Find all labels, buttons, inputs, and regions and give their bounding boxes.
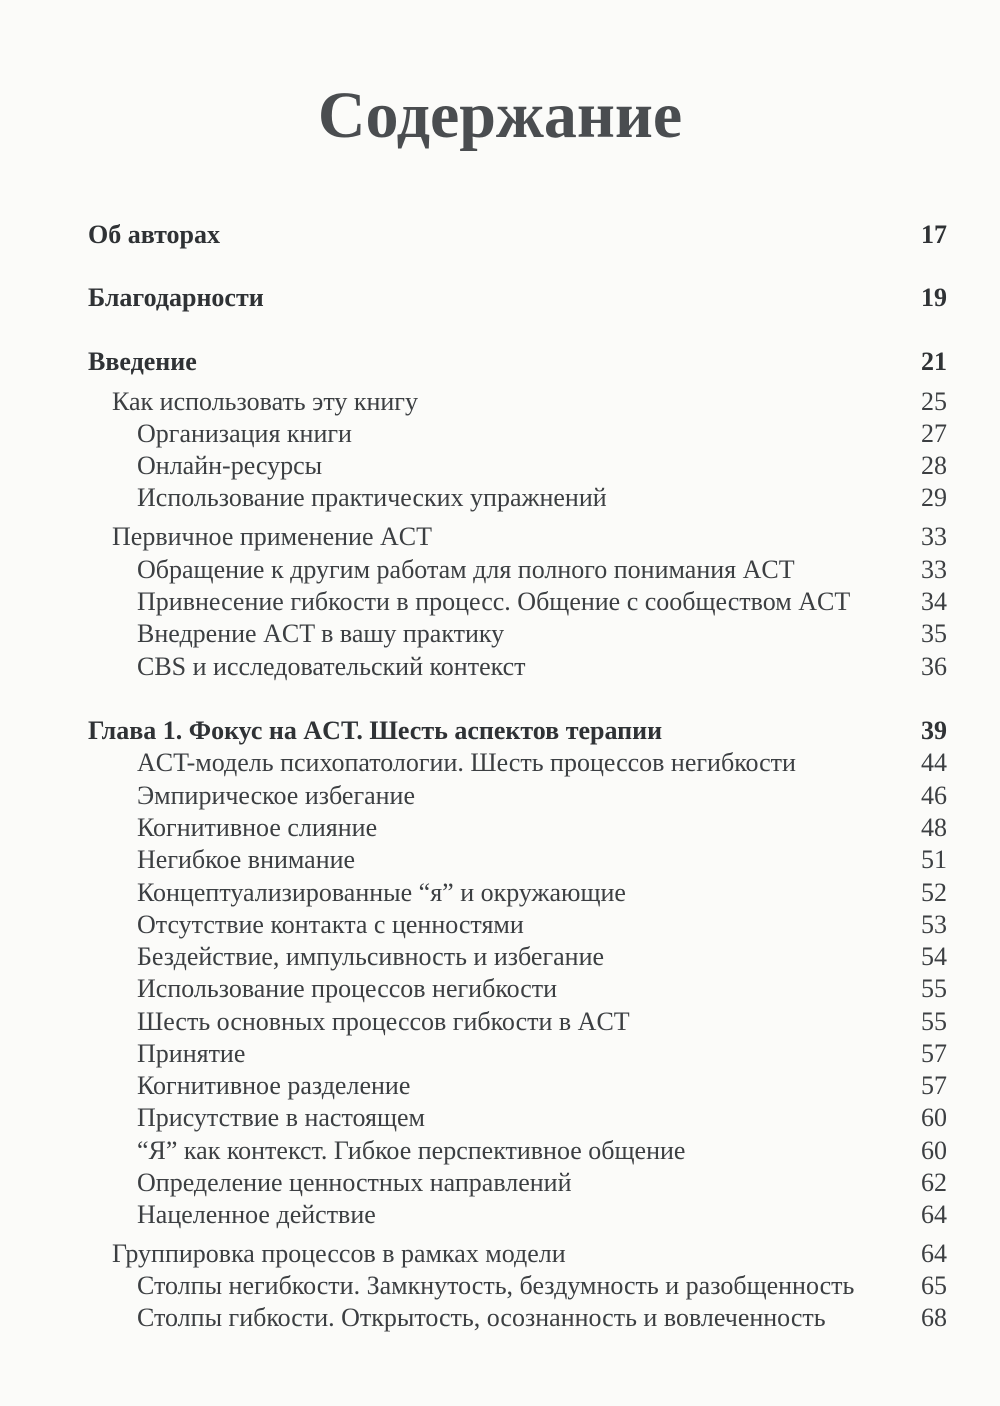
toc-entry-label: Введение	[88, 347, 197, 376]
toc-entry-label: Присутствие в настоящем	[137, 1103, 425, 1132]
toc-entry-page: 48	[921, 813, 947, 842]
toc-entry-label: Благодарности	[88, 283, 264, 312]
toc-entry-page: 55	[921, 1007, 947, 1036]
toc-entry	[0, 418, 1000, 450]
toc-entry-page: 62	[921, 1168, 947, 1197]
toc-entry-page: 65	[921, 1271, 947, 1300]
toc-entry-label: Эмпирическое избегание	[137, 781, 416, 810]
toc-entry-page: 52	[921, 878, 947, 907]
toc-entry	[0, 1238, 1000, 1270]
toc-entry-page: 21	[921, 347, 947, 376]
toc-entry	[0, 973, 1000, 1005]
toc-entry-label: Об авторах	[88, 220, 221, 249]
toc-entry	[0, 1199, 1000, 1231]
toc-entry-label: Негибкое внимание	[137, 845, 356, 874]
toc-entry-label: Организация книги	[137, 419, 352, 448]
toc-entry-label: Концептуализированные “я” и окружающие	[137, 878, 626, 907]
toc-entry-label: Когнитивное слияние	[137, 813, 378, 842]
toc-entry-page: 33	[921, 555, 947, 584]
toc-entry	[0, 747, 1000, 779]
toc-entry-label: Столпы гибкости. Открытость, осознанность и вовлеченность	[137, 1303, 826, 1332]
toc-entry-label: Обращение к другим работам для полного понимания ACT	[137, 555, 795, 584]
toc-entry	[0, 521, 1000, 553]
toc-entry-page: 57	[921, 1071, 947, 1100]
toc-entry	[0, 554, 1000, 586]
toc-entry-page: 60	[921, 1103, 947, 1132]
toc-entry	[0, 1070, 1000, 1102]
toc-entry-label: Группировка процессов в рамках модели	[112, 1239, 566, 1268]
toc-entry	[0, 941, 1000, 973]
toc-entry-page: 57	[921, 1039, 947, 1068]
toc-entry-label: Принятие	[137, 1039, 246, 1068]
toc-entry-label: Шесть основных процессов гибкости в ACT	[137, 1007, 630, 1036]
toc-entry	[0, 651, 1000, 683]
toc-entry	[0, 877, 1000, 909]
toc-entry	[0, 1302, 1000, 1334]
toc-entry-page: 35	[921, 619, 947, 648]
toc-entry-label: Использование процессов негибкости	[137, 974, 558, 1003]
toc-entry	[0, 1038, 1000, 1070]
toc-entry-page: 17	[921, 220, 947, 249]
toc-entry-label: Привнесение гибкости в процесс. Общение с сообществом ACT	[137, 587, 851, 616]
toc-entry-page: 25	[921, 387, 947, 416]
toc-entry-page: 28	[921, 451, 947, 480]
toc-entry	[0, 715, 1000, 747]
toc-entry-page: 54	[921, 942, 947, 971]
toc-entry-label: Столпы негибкости. Замкнутость, бездумность и разобщенность	[137, 1271, 855, 1300]
toc-entry-label: Определение ценностных направлений	[137, 1168, 572, 1197]
toc-entry-page: 44	[921, 748, 947, 777]
toc-entry	[0, 812, 1000, 844]
toc-entry-page: 55	[921, 974, 947, 1003]
toc-entry-page: 64	[921, 1239, 947, 1268]
toc-entry-page: 19	[921, 283, 947, 312]
toc-entry-page: 36	[921, 652, 947, 681]
toc-entry-label: Отсутствие контакта с ценностями	[137, 910, 524, 939]
toc-entry-page: 60	[921, 1136, 947, 1165]
toc-entry	[0, 618, 1000, 650]
toc-entry-label: ACT-модель психопатологии. Шесть процессов негибкости	[137, 748, 796, 777]
toc-entry	[0, 1270, 1000, 1302]
toc-entry-label: “Я” как контекст. Гибкое перспективное общение	[137, 1136, 686, 1165]
toc-entry-label: Первичное применение ACT	[112, 522, 432, 551]
toc-entry	[0, 219, 1000, 251]
toc-entry-page: 34	[921, 587, 947, 616]
toc-entry	[0, 1135, 1000, 1167]
toc-entry	[0, 282, 1000, 314]
toc-entry-page: 51	[921, 845, 947, 874]
toc-entry-page: 39	[921, 716, 947, 745]
toc-entry-label: Глава 1. Фокус на ACT. Шесть аспектов терапии	[88, 716, 663, 745]
toc-entry-label: Онлайн-ресурсы	[137, 451, 323, 480]
toc-entry	[0, 346, 1000, 378]
toc-entry-label: Бездействие, импульсивность и избегание	[137, 942, 605, 971]
toc-entry-label: Использование практических упражнений	[137, 483, 607, 512]
toc-entry-label: Когнитивное разделение	[137, 1071, 411, 1100]
toc-entry-page: 29	[921, 483, 947, 512]
toc-entry-page: 53	[921, 910, 947, 939]
toc-entry	[0, 586, 1000, 618]
toc-entry-label: Нацеленное действие	[137, 1200, 376, 1229]
toc-entry	[0, 844, 1000, 876]
toc-entry	[0, 1167, 1000, 1199]
toc-entry-label: CBS и исследовательский контекст	[137, 652, 526, 681]
toc-entry-page: 27	[921, 419, 947, 448]
toc-entry-page: 33	[921, 522, 947, 551]
toc-entry-page: 68	[921, 1303, 947, 1332]
toc-entry	[0, 450, 1000, 482]
toc-entry-label: Как использовать эту книгу	[112, 387, 418, 416]
toc-entry	[0, 1102, 1000, 1134]
page-title: Содержание	[317, 79, 683, 152]
toc-entry	[0, 386, 1000, 418]
toc-entry-label: Внедрение ACT в вашу практику	[137, 619, 505, 648]
toc-entry	[0, 780, 1000, 812]
toc-entry-page: 46	[921, 781, 947, 810]
toc-entry	[0, 482, 1000, 514]
toc-entry	[0, 1006, 1000, 1038]
toc-entry-page: 64	[921, 1200, 947, 1229]
toc-entry	[0, 909, 1000, 941]
